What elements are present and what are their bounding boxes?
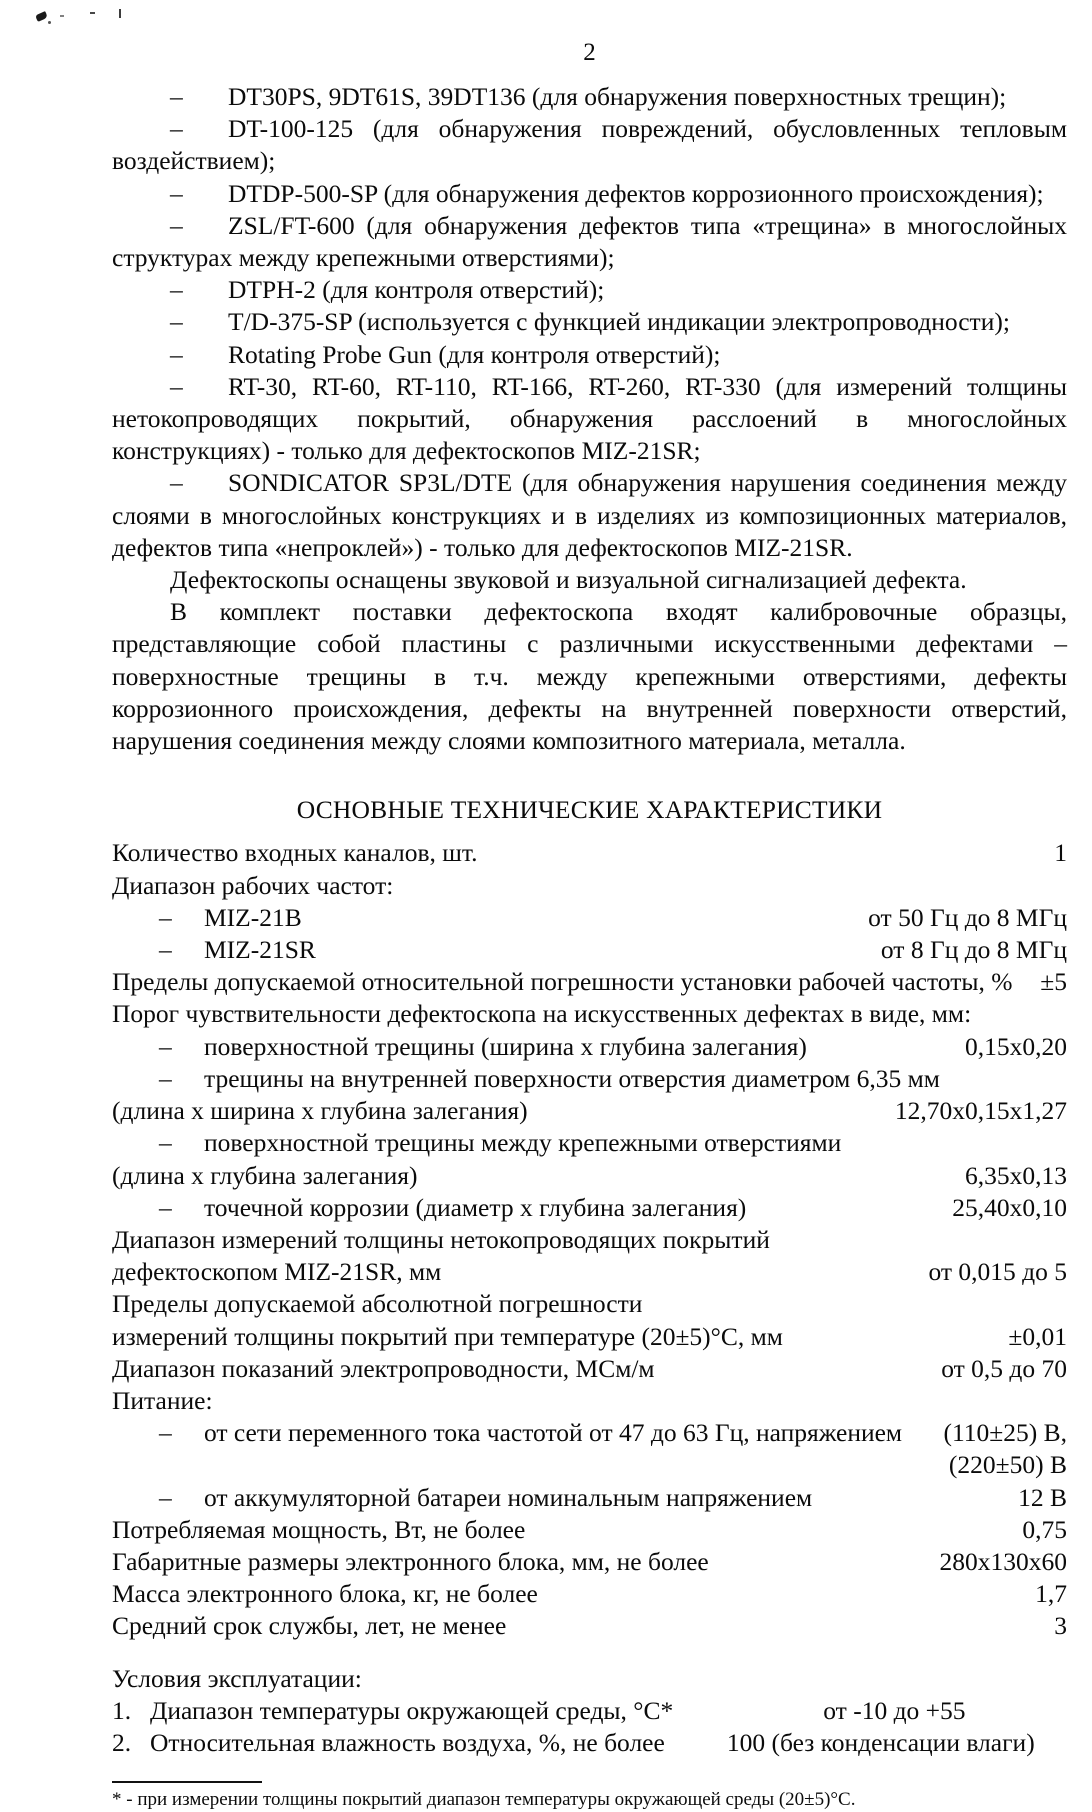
list-item-text: SONDICATOR SP3L/DTE (для обнаружения нарушения соединения между слоями в многослойных конструкциях и в изделиях из композиционных материалов, дефектов типа «непроклей») - только для дефектоскопов MIZ-21SR. [112,468,1067,562]
list-item [112,113,1067,177]
spec-label [112,1127,1067,1159]
list-dash: – [159,1031,172,1061]
spec-label: Пределы допускаемой относительной погрешности установки рабочей частоты, % [112,967,1013,997]
paragraph: В комплект поставки дефектоскопа входят калибровочные образцы, представляющие собой пластины с различными искусственными дефектами – поверхностные трещины в т.ч. между крепежными отверстиями, дефекты коррозионного происхождения, дефекты на внутренней поверхности отверстий, нарушения соединения между слоями композитного материала, металла. [112,597,1067,756]
spec-value: 1 [1054,838,1067,868]
conditions-item-number: 2. [112,1727,132,1757]
spec-row [112,837,1067,869]
spec-label [112,1031,951,1063]
scan-artifact-speck [60,15,64,17]
footnote-separator [112,1781,262,1783]
list-dash: – [159,1482,172,1512]
list-item [112,274,1067,306]
conditions-item [112,1727,1067,1759]
list-item-text: DT30PS, 9DT61S, 39DT136 (для обнаружения поверхностных трещин); [228,82,1007,111]
spec-label [112,1417,929,1449]
spec-value: 12 В [1018,1482,1067,1512]
spec-label [112,902,854,934]
spec-row [112,934,1067,966]
page-content [112,40,1067,1812]
spec-label: Порог чувствительности дефектоскопа на искусственных дефектах в виде, мм: [112,999,972,1029]
spec-label: Количество входных каналов, шт. [112,838,478,868]
spec-row [112,1192,1067,1224]
spec-row [112,1160,1067,1192]
spec-row [112,966,1067,998]
spec-row [112,1514,1067,1546]
spec-row [112,1127,1067,1159]
list-item-text: ZSL/FT-600 (для обнаружения дефектов типа «трещина» в многослойных структурах между крепежными отверстиями); [112,210,1067,273]
footnote-block [112,1781,1067,1812]
spec-row [112,1031,1067,1063]
list-item-text: RT-30, RT-60, RT-110, RT-166, RT-260, RT-330 (для измерений толщины нетокопроводящих покрытий, обнаружения расслоений в многослойных конструкциях) - только для дефектоскопов MIZ-21SR; [112,371,1067,466]
paragraph: Дефектоскопы оснащены звуковой и визуальной сигнализацией дефекта. [170,565,967,595]
spec-row [112,1321,1067,1353]
list-item [112,371,1067,468]
conditions-item-value: от -10 до +55 [823,1695,966,1725]
list-item-text: DT-100-125 (для обнаружения повреждений, обусловленных тепловым воздействием); [112,114,1067,176]
spec-value: от 8 Гц до 8 МГц [880,935,1067,965]
spec-label [112,1063,1067,1095]
page-number: 2 [583,39,596,66]
list-dash: – [159,902,172,932]
spec-label: Диапазон измерений толщины нетокопроводящих покрытий [112,1224,770,1254]
spec-label-text: трещины на внутренней поверхности отверстия диаметром 6,35 мм [204,1063,940,1093]
spec-value: 6,35х0,13 [965,1160,1067,1190]
spec-value: (220±50) В [948,1450,1067,1480]
list-item-text: Rotating Probe Gun (для контроля отверстий); [228,339,721,369]
spec-row [112,1224,1067,1256]
conditions-header: Условия эксплуатации: [112,1663,362,1693]
spec-value: от 50 Гц до 8 МГц [868,902,1067,932]
list-item-text: DTPH-2 (для контроля отверстий); [228,275,605,305]
spec-label: измерений толщины покрытий при температуре (20±5)°С, мм [112,1321,783,1351]
section-heading: ОСНОВНЫЕ ТЕХНИЧЕСКИЕ ХАРАКТЕРИСТИКИ [296,795,883,825]
list-dash: – [159,1063,172,1093]
spec-label: дефектоскопом MIZ-21SR, мм [112,1257,442,1287]
spec-row [112,1256,1067,1288]
list-dash: – [170,468,183,498]
list-item [112,81,1067,113]
spec-row [112,1417,1067,1449]
spec-label: (длина х глубина залегания) [112,1160,418,1190]
spec-label: Потребляемая мощность, Вт, не более [112,1514,526,1544]
list-item [112,339,1067,371]
spec-row [112,1482,1067,1514]
list-dash: – [170,178,183,208]
list-dash: – [170,339,183,369]
list-dash: – [170,82,183,111]
spec-row [112,1546,1067,1578]
spec-value: 25,40х0,10 [952,1192,1067,1222]
spec-label: Диапазон рабочих частот: [112,870,394,900]
list-dash: – [170,114,183,144]
spec-value: от 0,015 до 5 [928,1257,1067,1287]
spec-label [112,1482,1004,1514]
footnote-text: * - при измерении толщины покрытий диапазон температуры окружающей среды (20±5)°С. [112,1789,856,1811]
spec-value: 0,75 [1022,1514,1067,1544]
conditions-header-row [112,1663,1067,1695]
spec-label-text: от аккумуляторной батареи номинальным напряжением [204,1482,813,1512]
list-dash: – [159,1128,172,1158]
list-item [112,467,1067,564]
spec-label-text: точечной коррозии (диаметр х глубина залегания) [204,1192,747,1222]
spec-label: (длина х ширина х глубина залегания) [112,1096,528,1126]
scan-artifact-speck [119,9,121,18]
spec-label: Диапазон показаний электропроводности, МСм/м [112,1353,655,1383]
spec-value: 1,7 [1035,1579,1067,1609]
spec-label: Питание: [112,1385,213,1415]
list-dash: – [159,935,172,965]
spec-row [112,1063,1067,1095]
spec-label-text: MIZ-21SR [204,935,316,965]
spec-value: 3 [1054,1611,1067,1641]
conditions-item [112,1695,1067,1727]
spec-label [112,934,867,966]
spec-value: 280х130х60 [939,1546,1067,1576]
spec-row [112,1095,1067,1127]
spec-row [112,1610,1067,1642]
list-item-text: T/D-375-SP (используется с функцией индикации электропроводности); [228,307,1010,337]
scan-artifact-speck [90,12,95,14]
spec-label: Средний срок службы, лет, не менее [112,1611,507,1641]
conditions-item-number: 1. [112,1695,132,1725]
list-item [112,306,1067,338]
spec-value: ±0,01 [1008,1321,1067,1351]
spec-row [112,1449,1067,1481]
spec-value: (110±25) В, [943,1418,1067,1448]
conditions-item-label: Диапазон температуры окружающей среды, °С* [150,1695,674,1725]
spec-label-text: поверхностной трещины (ширина х глубина залегания) [204,1031,807,1061]
spec-label-text: от сети переменного тока частотой от 47 до 63 Гц, напряжением [204,1418,903,1448]
spec-row [112,1353,1067,1385]
spec-row [112,998,1067,1030]
spec-label-text: MIZ-21B [204,902,302,932]
list-item-text: DTDP-500-SP (для обнаружения дефектов коррозионного происхождения); [228,178,1044,208]
spec-value: ±5 [1040,967,1067,997]
spec-label: Габаритные размеры электронного блока, мм, не более [112,1546,709,1576]
list-dash: – [170,275,183,305]
list-dash: – [170,210,183,240]
scan-artifact-speck [35,11,48,22]
spec-value: от 0,5 до 70 [941,1353,1067,1383]
list-dash: – [159,1192,172,1222]
list-dash: – [170,371,183,401]
spec-label-text: поверхностной трещины между крепежными отверстиями [204,1128,842,1158]
list-item [112,178,1067,210]
conditions-item-value: 100 (без конденсации влаги) [726,1727,1035,1757]
spec-label: Масса электронного блока, кг, не более [112,1579,538,1609]
spec-row [112,902,1067,934]
list-item [112,210,1067,274]
spec-label: Пределы допускаемой абсолютной погрешности [112,1289,643,1319]
spec-value: 0,15х0,20 [965,1031,1067,1061]
list-dash: – [170,307,183,337]
list-dash: – [159,1418,172,1448]
spec-row [112,1578,1067,1610]
conditions-item-label: Относительная влажность воздуха, %, не более [150,1727,665,1757]
spec-value: 12,70х0,15х1,27 [894,1096,1067,1126]
scan-artifact-speck [48,21,51,24]
spec-row [112,1385,1067,1417]
spec-row [112,1288,1067,1320]
spec-row [112,870,1067,902]
spec-label [112,1192,938,1224]
